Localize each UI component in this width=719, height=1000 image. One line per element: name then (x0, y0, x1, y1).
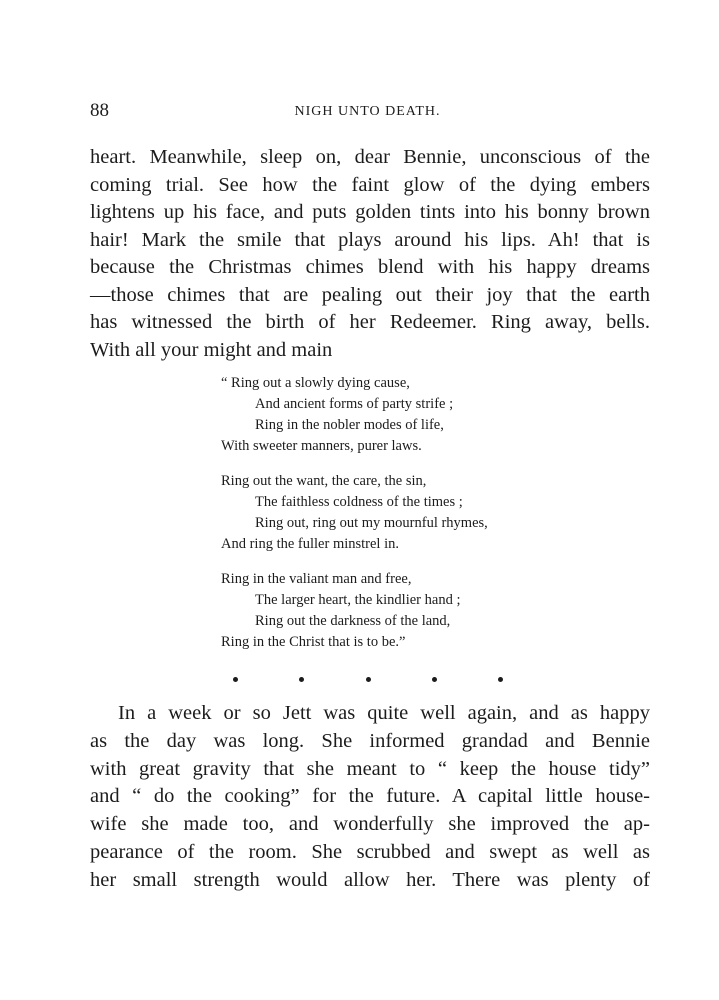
text-line: hair! Mark the smile that plays around his lips. Ah! that is (90, 228, 650, 251)
verse-line: Ring in the nobler modes of life, (255, 417, 444, 433)
section-break-dot (366, 677, 371, 682)
verse-line: Ring out the darkness of the land, (255, 613, 451, 629)
text-line: has witnessed the birth of her Redeemer. Ring away, bells. (90, 311, 650, 333)
verse-line: Ring out the want, the care, the sin, (221, 473, 427, 489)
poem-quotation (221, 373, 561, 667)
verse-line: Ring in the valiant man and free, (221, 571, 412, 587)
verse-line: The larger heart, the kindlier hand ; (255, 592, 461, 608)
text-line: with great gravity that she meant to “ keep the house tidy” (90, 757, 650, 780)
verse-line: Ring out, ring out my mournful rhymes, (255, 515, 488, 531)
text-line: coming trial. See how the faint glow of the dying embers (90, 173, 650, 196)
poem-stanza (221, 373, 561, 457)
text-line: pearance of the room. She scrubbed and swept as well as (90, 840, 650, 863)
text-line: In a week or so Jett was quite well again, and as happy (118, 702, 650, 724)
text-line: lightens up his face, and puts golden tints into his bonny brown (90, 201, 650, 223)
text-line: With all your might and main (90, 338, 333, 361)
text-line: wife she made too, and wonderfully she improved the ap- (90, 813, 650, 836)
section-break-dot (432, 677, 437, 682)
verse-line: The faithless coldness of the times ; (255, 494, 463, 510)
paragraph-2 (90, 700, 650, 895)
section-break-dot (498, 677, 503, 682)
verse-line: And ring the fuller minstrel in. (221, 536, 399, 552)
section-break (233, 672, 503, 686)
section-break-dot (233, 677, 238, 682)
text-line: her small strength would allow her. There was plenty of (90, 868, 650, 891)
text-line: heart. Meanwhile, sleep on, dear Bennie, unconscious of the (90, 146, 650, 168)
poem-stanza (221, 471, 561, 555)
text-line: because the Christmas chimes blend with his happy dreams (90, 256, 650, 278)
text-line: as the day was long. She informed grandad and Bennie (90, 729, 650, 752)
section-break-dot (299, 677, 304, 682)
verse-line: Ring in the Christ that is to be.” (221, 634, 406, 650)
paragraph-1 (90, 144, 650, 364)
poem-stanza (221, 569, 561, 653)
verse-line: “ Ring out a slowly dying cause, (221, 375, 410, 391)
text-line: —those chimes that are pealing out their joy that the earth (90, 283, 650, 306)
verse-line: With sweeter manners, purer laws. (221, 438, 422, 454)
page-number: 88 (90, 100, 109, 121)
verse-line: And ancient forms of party strife ; (255, 396, 454, 412)
running-title: NIGH UNTO DEATH. (294, 104, 441, 119)
running-head (90, 100, 645, 126)
text-line: and “ do the cooking” for the future. A capital little house- (90, 785, 650, 808)
